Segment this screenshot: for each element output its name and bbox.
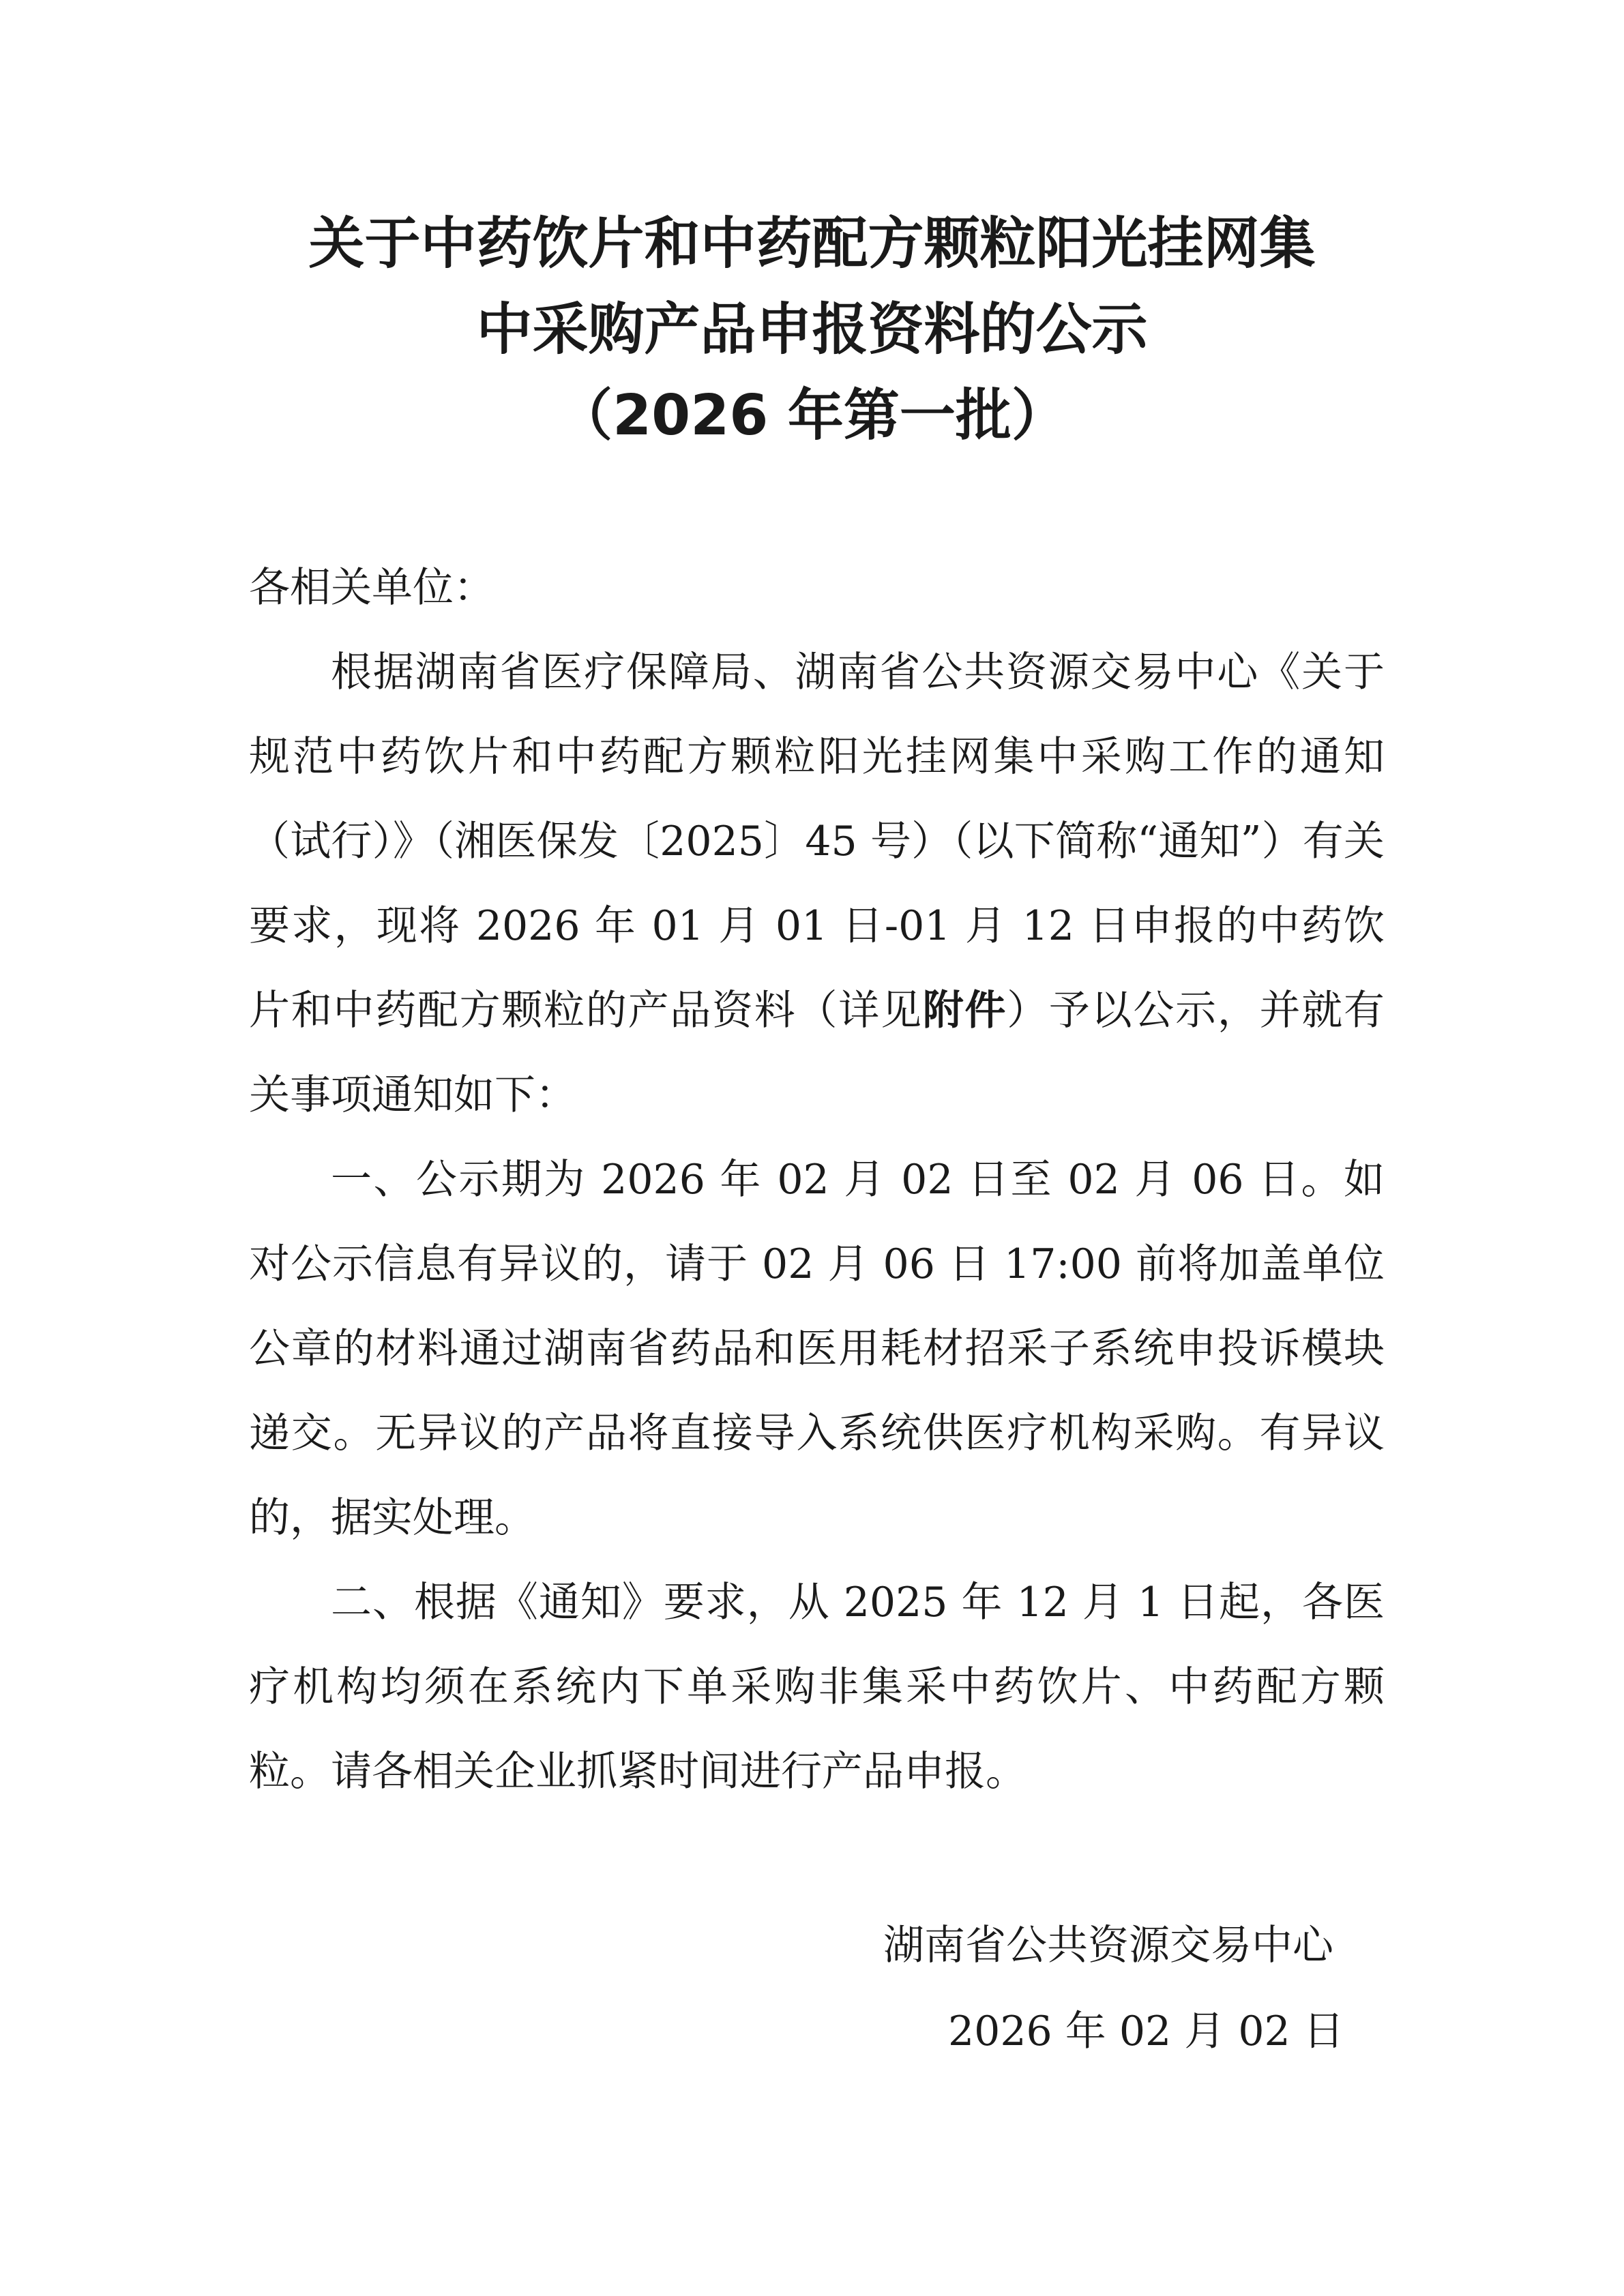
document-body: [249, 546, 1385, 1814]
attachment-link[interactable]: 附件: [922, 987, 1007, 1034]
intro-paragraph: [249, 630, 1385, 1137]
intro-text-after: ）予以公示，并就有关事项通知如下：: [249, 987, 1385, 1119]
title-line-3: （2026 年第一批）: [557, 383, 1067, 448]
title-line-2: 中采购产品申报资料的公示: [476, 297, 1148, 362]
salutation: 各相关单位：: [249, 564, 494, 612]
signature-date: 2026 年 02 月 02 日: [948, 2008, 1344, 2055]
signature-organization: 湖南省公共资源交易中心: [883, 1922, 1333, 1969]
intro-text-before: 根据湖南省医疗保障局、湖南省公共资源交易中心《关于规范中药饮片和中药配方颗粒阳光挂网集中采购工作的通知（试行）》（湘医保发〔2025〕45 号）（以下简称“通知”）有关要求，现将 2026 年 01 月 01 日-01 月 12 日申报的中药饮片和中药配方颗粒的产品资料（详见: [249, 648, 1385, 1034]
document-title: [0, 201, 1624, 459]
title-line-1: 关于中药饮片和中药配方颗粒阳光挂网集: [308, 211, 1316, 276]
item-two-paragraph: 二、根据《通知》要求，从 2025 年 12 月 1 日起，各医疗机构均须在系统内下单采购非集采中药饮片、中药配方颗粒。请各相关企业抓紧时间进行产品申报。: [249, 1579, 1385, 1795]
item-one-paragraph: 一、公示期为 2026 年 02 月 02 日至 02 月 06 日。如对公示信息有异议的，请于 02 月 06 日 17:00 前将加盖单位公章的材料通过湖南省药品和医用耗材招采子系统申投诉模块递交。无异议的产品将直接导入系统供医疗机构采购。有异议的，据实处理。: [249, 1156, 1385, 1542]
